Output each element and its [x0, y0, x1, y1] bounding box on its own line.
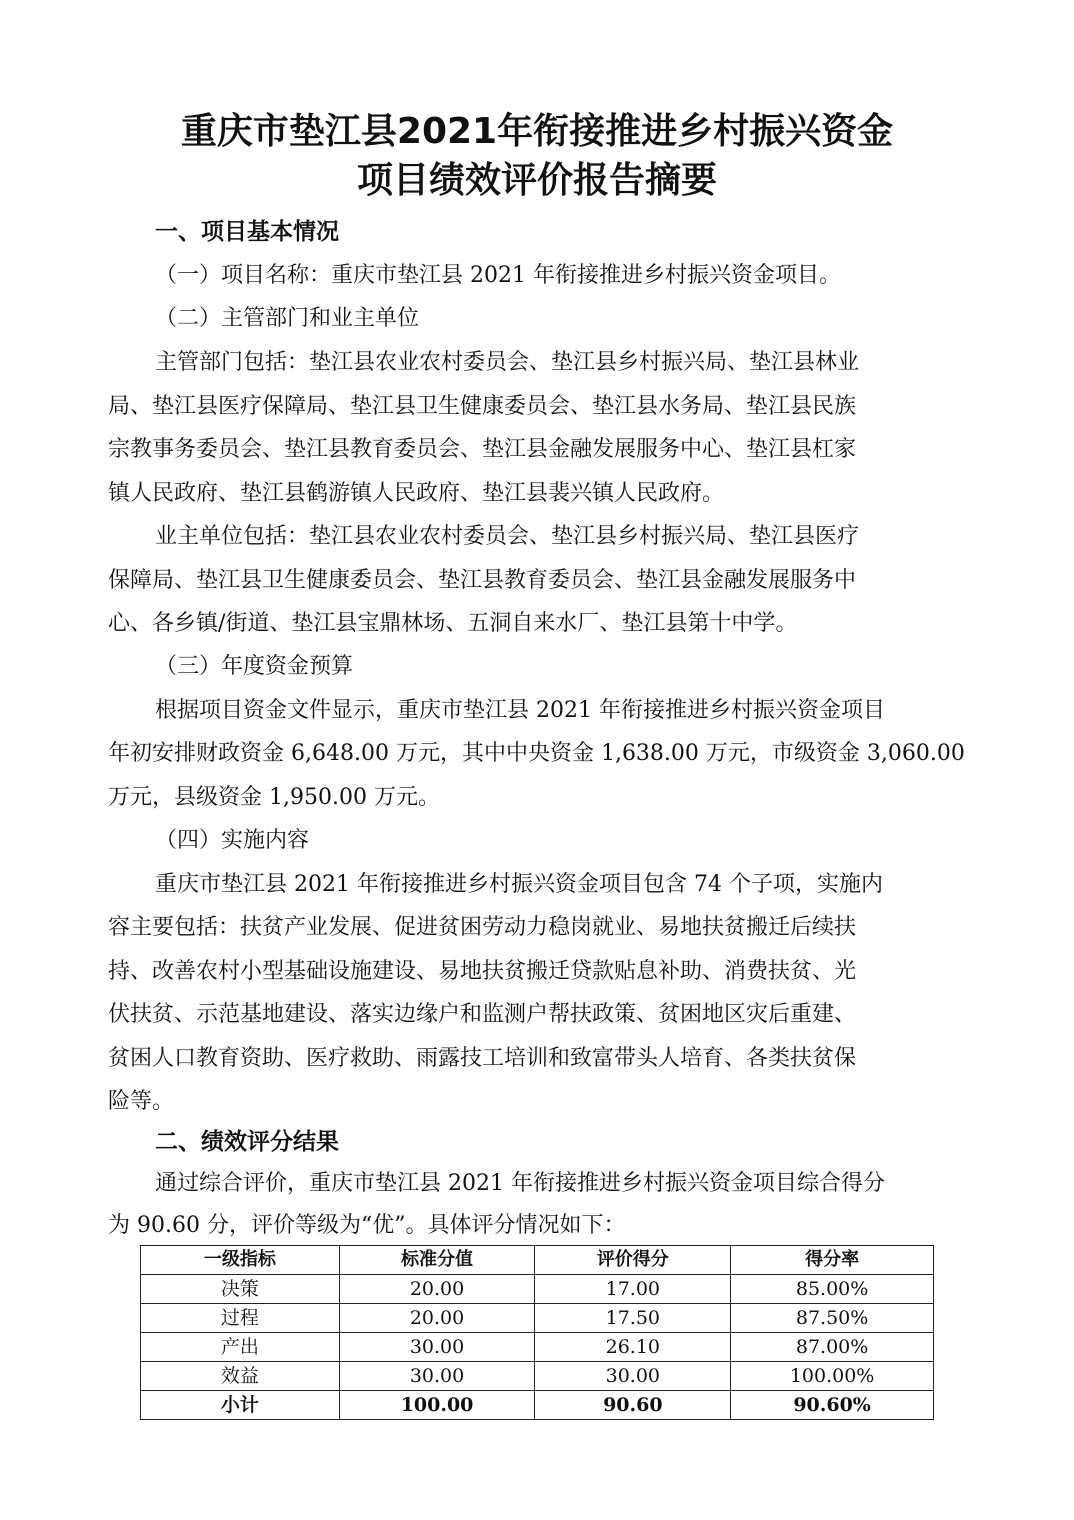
owner-line: 业主单位包括：垫江县农业农村委员会、垫江县乡村振兴局、垫江县医疗 — [155, 524, 860, 549]
result-line: 通过综合评价，重庆市垫江县 2021 年衔接推进乡村振兴资金项目综合得分 — [155, 1171, 885, 1196]
table-header-row — [141, 1246, 934, 1275]
table-cell: 87.00% — [731, 1333, 934, 1362]
table-row — [141, 1304, 934, 1333]
table-cell: 17.50 — [535, 1304, 731, 1333]
budget-line: 万元，县级资金 1,950.00 万元。 — [108, 785, 440, 810]
budget-heading: （三）年度资金预算 — [155, 654, 354, 679]
dept-line: 镇人民政府、垫江县鹤游镇人民政府、垫江县裴兴镇人民政府。 — [108, 481, 725, 506]
table-total-cell: 90.60 — [535, 1391, 731, 1420]
table-cell: 30.00 — [339, 1333, 535, 1362]
table-header-cell: 得分率 — [731, 1246, 934, 1275]
dept-owner-heading: （二）主管部门和业主单位 — [155, 306, 420, 331]
table-row — [141, 1333, 934, 1362]
table-cell: 17.00 — [535, 1275, 731, 1304]
section1-heading: 一、项目基本情况 — [155, 219, 339, 245]
table-header-cell: 一级指标 — [141, 1246, 340, 1275]
table-cell: 26.10 — [535, 1333, 731, 1362]
content-line: 伏扶贫、示范基地建设、落实边缘户和监测户帮扶政策、贫困地区灾后重建、 — [108, 1002, 857, 1027]
content-line: 持、改善农村小型基础设施建设、易地扶贫搬迁贷款贴息补助、消费扶贫、光 — [108, 959, 857, 984]
table-total-cell: 100.00 — [339, 1391, 535, 1420]
document-title-line2: 项目绩效评价报告摘要 — [356, 160, 717, 201]
table-cell: 87.50% — [731, 1304, 934, 1333]
budget-line: 根据项目资金文件显示，重庆市垫江县 2021 年衔接推进乡村振兴资金项目 — [155, 698, 885, 723]
document-title-line1: 重庆市垫江县2021年衔接推进乡村振兴资金 — [180, 111, 894, 152]
table-cell: 20.00 — [339, 1275, 535, 1304]
content-heading: （四）实施内容 — [155, 828, 310, 853]
table-cell: 效益 — [141, 1362, 340, 1391]
table-header-cell: 标准分值 — [339, 1246, 535, 1275]
content-line: 容主要包括：扶贫产业发展、促进贫困劳动力稳岗就业、易地扶贫搬迁后续扶 — [108, 915, 857, 940]
content-line: 重庆市垫江县 2021 年衔接推进乡村振兴资金项目包含 74 个子项，实施内 — [155, 872, 883, 897]
content-line: 贫困人口教育资助、医疗救助、雨露技工培训和致富带头人培育、各类扶贫保 — [108, 1046, 857, 1071]
table-total-row — [141, 1391, 934, 1420]
table-cell: 30.00 — [535, 1362, 731, 1391]
budget-line: 年初安排财政资金 6,648.00 万元，其中中央资金 1,638.00 万元，市级资金 3,060.00 — [108, 741, 965, 766]
project-name-item: （一）项目名称：重庆市垫江县 2021 年衔接推进乡村振兴资金项目。 — [155, 263, 841, 288]
table-row — [141, 1362, 934, 1391]
table-cell: 30.00 — [339, 1362, 535, 1391]
table-cell: 过程 — [141, 1304, 340, 1333]
result-line: 为 90.60 分，评价等级为“优”。具体评分情况如下： — [108, 1213, 626, 1238]
table-cell: 100.00% — [731, 1362, 934, 1391]
dept-line: 宗教事务委员会、垫江县教育委员会、垫江县金融发展服务中心、垫江县杠家 — [108, 437, 857, 462]
owner-line: 心、各乡镇/街道、垫江县宝鼎林场、五洞自来水厂、垫江县第十中学。 — [108, 611, 798, 636]
table-total-cell: 小计 — [141, 1391, 340, 1420]
table-cell: 产出 — [141, 1333, 340, 1362]
content-line: 险等。 — [108, 1089, 175, 1114]
dept-line: 主管部门包括：垫江县农业农村委员会、垫江县乡村振兴局、垫江县林业 — [155, 350, 860, 375]
table-total-cell: 90.60% — [731, 1391, 934, 1420]
dept-line: 局、垫江县医疗保障局、垫江县卫生健康委员会、垫江县水务局、垫江县民族 — [108, 394, 857, 419]
owner-line: 保障局、垫江县卫生健康委员会、垫江县教育委员会、垫江县金融发展服务中 — [108, 568, 857, 593]
table-header-cell: 评价得分 — [535, 1246, 731, 1275]
table-row — [141, 1275, 934, 1304]
table-cell: 决策 — [141, 1275, 340, 1304]
table-cell: 85.00% — [731, 1275, 934, 1304]
section2-heading: 二、绩效评分结果 — [155, 1129, 339, 1155]
table-cell: 20.00 — [339, 1304, 535, 1333]
score-table — [140, 1245, 934, 1420]
